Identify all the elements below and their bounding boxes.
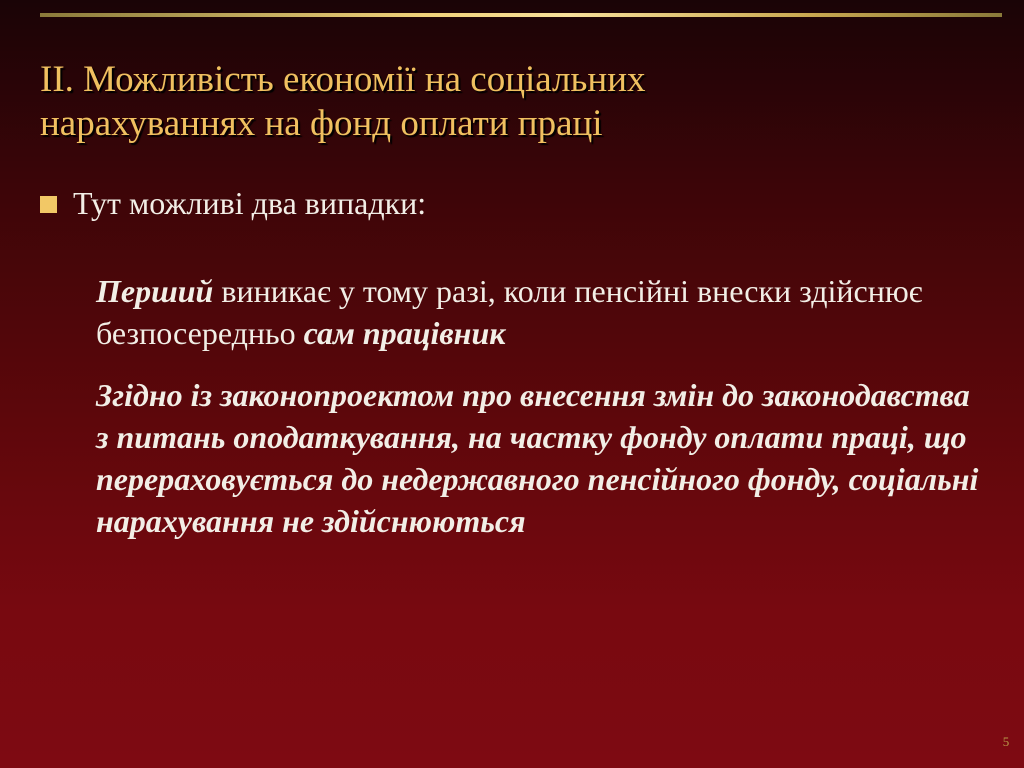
second-case-paragraph: Згідно із законопроектом про внесення змін до законодавства з питань оподаткування, на частку фонду оплати праці, що перераховується до недержавного пенсійного фонду, соціальні нарахування не здійснюються: [96, 377, 979, 539]
first-case-paragraph: [96, 270, 986, 354]
square-bullet-icon: [40, 196, 57, 213]
slide-title-line2: нарахуваннях на фонд оплати праці: [40, 103, 603, 144]
first-case-lead: Перший: [96, 273, 214, 309]
bullet-item: [40, 183, 426, 223]
page-number: 5: [1002, 734, 1010, 749]
bullet-text: Тут можливі два випадки:: [73, 185, 427, 221]
first-case-emphasis: сам працівник: [303, 315, 506, 351]
first-case-text: виникає у тому разі, коли пенсійні внески здійснює безпосередньо: [96, 273, 923, 351]
top-decorative-rule: [40, 13, 1002, 17]
slide-title: [40, 58, 980, 146]
slide-title-line1: II. Можливість економії на соціальних: [40, 59, 646, 100]
